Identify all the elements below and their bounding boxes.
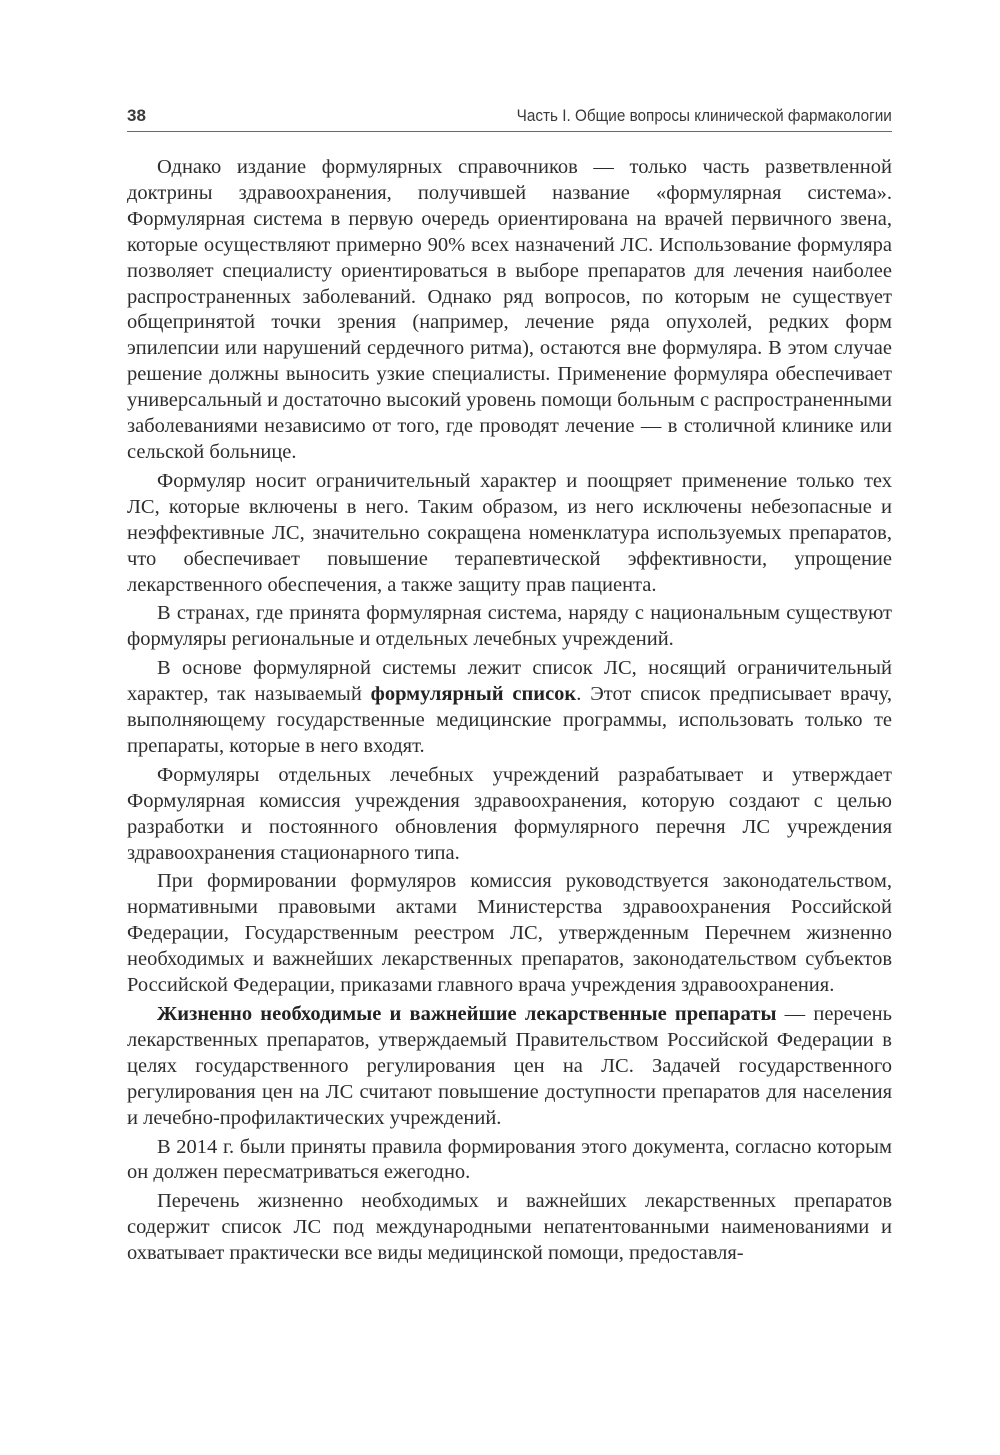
- page-number: 38: [127, 106, 146, 125]
- paragraph-restrictive-character: Формуляр носит ограничительный характер и поощряет применение только тех ЛС, которые включены в него. Таким образом, из него исключены небезопасные и неэффективные ЛС, значительно сокращена номенклатура используемых препаратов, что обеспечивает повышение терапевтической эффективности, упрощение лекарственного обеспечения, а также защиту прав пациента.: [127, 469, 892, 596]
- paragraph-formulary-system: Однако издание формулярных справочников — только часть разветвленной доктрины здравоохранения, получившей название «формулярная система». Формулярная система в первую очередь ориентирована на врачей первичного звена, которые осуществляют примерно 90% всех назначений ЛС. Использование формуляра позволяет специалисту ориентироваться в выборе препаратов для лечения наиболее распространенных заболеваний. Однако ряд вопросов, по которым не существует общепринятой точки зрения (например, лечение ряда опухолей, редких форм эпилепсии или нарушений сердечного ритма), остаются вне формуляра. В этом случае решение должны выносить узкие специалисты. Применение формуляра обеспечивает универсальный и достаточно высокий уровень помощи больным с распространенными заболеваниями независимо от того, где проводят лечение — в столичной клинике или сельской больнице.: [127, 156, 892, 463]
- paragraph-formulary-commission: Формуляры отдельных лечебных учреждений разрабатывает и утверждает Формулярная комиссия учреждения здравоохранения, которую создают с целью разработки и постоянного обновления формулярного перечня ЛС учреждения здравоохранения стационарного типа.: [127, 763, 892, 864]
- paragraph-national-formularies: В странах, где принята формулярная система, наряду с национальным существуют формуляры региональные и отдельных лечебных учреждений.: [127, 602, 892, 651]
- term-essential-drugs: Жизненно необходимые и важнейшие лекарственные препараты: [157, 1003, 777, 1025]
- paragraph-essential-drugs-list: Перечень жизненно необходимых и важнейших лекарственных препаратов содержит список ЛС под международными непатентованными наименованиями и охватывает практически все виды медицинской помощи, предоставля-: [127, 1190, 892, 1265]
- term-formulary-list: формулярный список: [370, 683, 577, 706]
- paragraph-text: В основе формулярной системы лежит список ЛС, носящий ограничительный характер, так называемый: [127, 657, 892, 706]
- paragraph-legal-basis: При формировании формуляров комиссия руководствуется законодательством, нормативными правовыми актами Министерства здравоохранения Российской Федерации, Государственным реестром ЛС, утвержденным Перечнем жизненно необходимых и важнейших лекарственных препаратов, законодательством субъектов Российской Федерации, приказами главного врача учреждения здравоохранения.: [127, 870, 892, 997]
- running-head: [127, 104, 892, 132]
- paragraph-2014-rules: В 2014 г. были приняты правила формирования этого документа, согласно которым он должен пересматриваться ежегодно.: [127, 1135, 892, 1184]
- paragraph-text: . Этот список предписывает врачу, выполняющему государственные медицинские программы, использовать только те препараты, которые в него входят.: [127, 683, 892, 757]
- paragraph-essential-drugs-definition: [127, 1002, 892, 1132]
- paragraph-formulary-list: [127, 656, 892, 760]
- body-text: [127, 155, 892, 1270]
- header-divider: [127, 131, 892, 132]
- paragraph-text: — перечень лекарственных препаратов, утверждаемый Правительством Российской Федерации в целях государственного регулирования цен на ЛС. Задачей государственного регулирования цен на ЛС считают повышение доступности препаратов для населения и лечебно-профилактических учреждений.: [127, 1003, 892, 1129]
- running-title: Часть I. Общие вопросы клинической фармакологии: [516, 106, 892, 125]
